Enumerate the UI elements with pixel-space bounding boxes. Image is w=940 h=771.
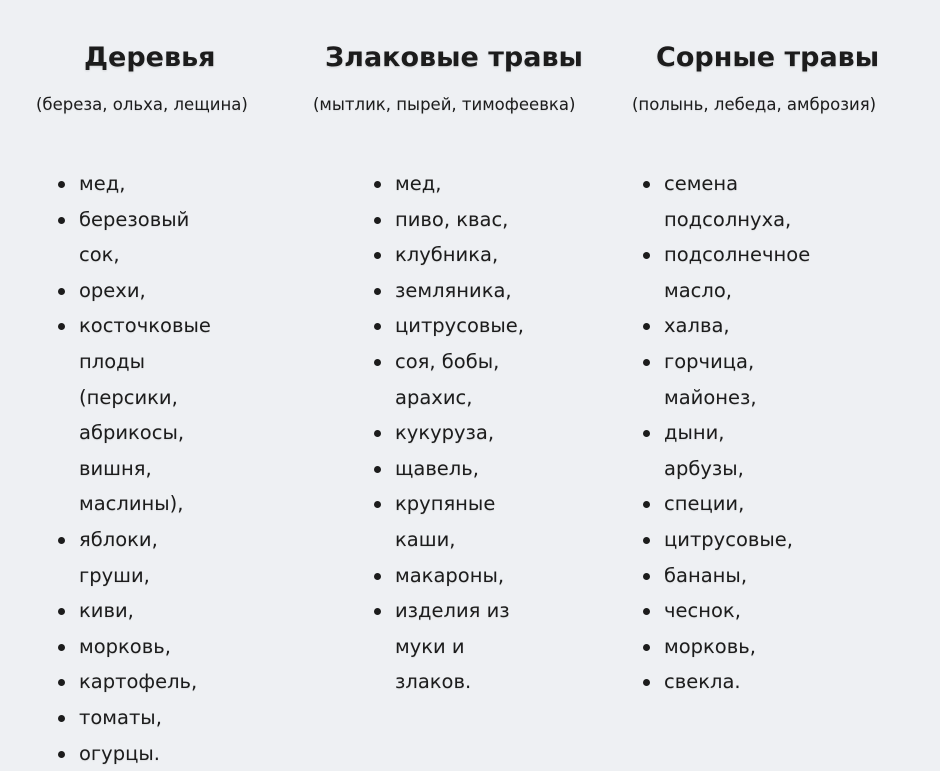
bullet-icon xyxy=(58,323,65,330)
list-item-text: киви, xyxy=(79,593,211,629)
list-item-text: картофель, xyxy=(79,664,211,700)
list-item-text: горчица, майонез, xyxy=(664,344,810,415)
list-item-text: кукуруза, xyxy=(395,415,524,451)
bullet-icon xyxy=(643,252,650,259)
bullet-icon xyxy=(643,430,650,437)
list-item-text: мед, xyxy=(79,166,211,202)
bullet-icon xyxy=(374,252,381,259)
bullet-icon xyxy=(58,181,65,188)
list-item-text: морковь, xyxy=(79,629,211,665)
list-item xyxy=(374,344,524,415)
list-item xyxy=(58,664,211,700)
list-item-text: мед, xyxy=(395,166,524,202)
list-item-text: специи, xyxy=(664,486,810,522)
column-title: Деревья xyxy=(84,42,216,73)
list-item xyxy=(374,308,524,344)
bullet-icon xyxy=(374,217,381,224)
bullet-icon xyxy=(643,323,650,330)
list-item-text: соя, бобы, арахис, xyxy=(395,344,524,415)
list-item-text: халва, xyxy=(664,308,810,344)
list-item xyxy=(374,558,524,594)
list-item-text: клубника, xyxy=(395,237,524,273)
column-subtitle: (мытлик, пырей, тимофеевка) xyxy=(313,95,575,114)
list-item xyxy=(374,451,524,487)
list-item xyxy=(643,486,810,522)
list-item xyxy=(643,308,810,344)
item-list xyxy=(58,166,211,771)
list-item-text: семена подсолнуха, xyxy=(664,166,810,237)
item-list xyxy=(374,166,524,700)
list-item xyxy=(374,202,524,238)
bullet-icon xyxy=(643,679,650,686)
list-item-text: земляника, xyxy=(395,273,524,309)
column-title: Злаковые травы xyxy=(325,42,583,73)
list-item xyxy=(643,344,810,415)
bullet-icon xyxy=(374,181,381,188)
bullet-icon xyxy=(374,359,381,366)
bullet-icon xyxy=(374,501,381,508)
list-item-text: изделия из муки и злаков. xyxy=(395,593,524,700)
list-item xyxy=(643,166,810,237)
list-item-text: томаты, xyxy=(79,700,211,736)
list-item xyxy=(374,486,524,557)
list-item-text: яблоки, груши, xyxy=(79,522,211,593)
column-title: Сорные травы xyxy=(656,42,879,73)
list-item xyxy=(374,415,524,451)
list-item xyxy=(58,273,211,309)
list-item-text: орехи, xyxy=(79,273,211,309)
list-item xyxy=(643,593,810,629)
list-item-text: цитрусовые, xyxy=(664,522,810,558)
bullet-icon xyxy=(58,644,65,651)
list-item-text: косточковые плоды (персики, абрикосы, вишня, маслины), xyxy=(79,308,211,522)
bullet-icon xyxy=(58,751,65,758)
bullet-icon xyxy=(58,608,65,615)
list-item-text: чеснок, xyxy=(664,593,810,629)
list-item xyxy=(643,237,810,308)
list-item-text: морковь, xyxy=(664,629,810,665)
bullet-icon xyxy=(374,288,381,295)
list-item-text: дыни, арбузы, xyxy=(664,415,810,486)
list-item-text: бананы, xyxy=(664,558,810,594)
list-item xyxy=(58,308,211,522)
bullet-icon xyxy=(374,608,381,615)
list-item xyxy=(643,629,810,665)
list-item-text: крупяные каши, xyxy=(395,486,524,557)
list-item xyxy=(643,415,810,486)
bullet-icon xyxy=(374,323,381,330)
list-item xyxy=(58,166,211,202)
list-item xyxy=(58,736,211,771)
bullet-icon xyxy=(643,181,650,188)
list-item xyxy=(374,593,524,700)
bullet-icon xyxy=(643,501,650,508)
list-item-text: макароны, xyxy=(395,558,524,594)
item-list xyxy=(643,166,810,700)
bullet-icon xyxy=(374,573,381,580)
list-item-text: огурцы. xyxy=(79,736,211,771)
bullet-icon xyxy=(58,288,65,295)
list-item xyxy=(58,629,211,665)
list-item xyxy=(58,700,211,736)
bullet-icon xyxy=(643,573,650,580)
list-item-text: пиво, квас, xyxy=(395,202,524,238)
bullet-icon xyxy=(58,715,65,722)
list-item xyxy=(643,522,810,558)
bullet-icon xyxy=(643,537,650,544)
bullet-icon xyxy=(643,644,650,651)
list-item xyxy=(374,273,524,309)
bullet-icon xyxy=(374,466,381,473)
bullet-icon xyxy=(58,679,65,686)
list-item xyxy=(58,522,211,593)
list-item xyxy=(643,664,810,700)
list-item xyxy=(374,166,524,202)
list-item-text: свекла. xyxy=(664,664,810,700)
bullet-icon xyxy=(374,430,381,437)
list-item xyxy=(58,593,211,629)
bullet-icon xyxy=(643,359,650,366)
bullet-icon xyxy=(643,608,650,615)
bullet-icon xyxy=(58,537,65,544)
list-item-text: березовый сок, xyxy=(79,202,211,273)
list-item-text: щавель, xyxy=(395,451,524,487)
column-subtitle: (береза, ольха, лещина) xyxy=(36,95,248,114)
list-item-text: подсолнечное масло, xyxy=(664,237,810,308)
bullet-icon xyxy=(58,217,65,224)
list-item xyxy=(374,237,524,273)
column-subtitle: (полынь, лебеда, амброзия) xyxy=(632,95,876,114)
list-item xyxy=(643,558,810,594)
list-item xyxy=(58,202,211,273)
list-item-text: цитрусовые, xyxy=(395,308,524,344)
